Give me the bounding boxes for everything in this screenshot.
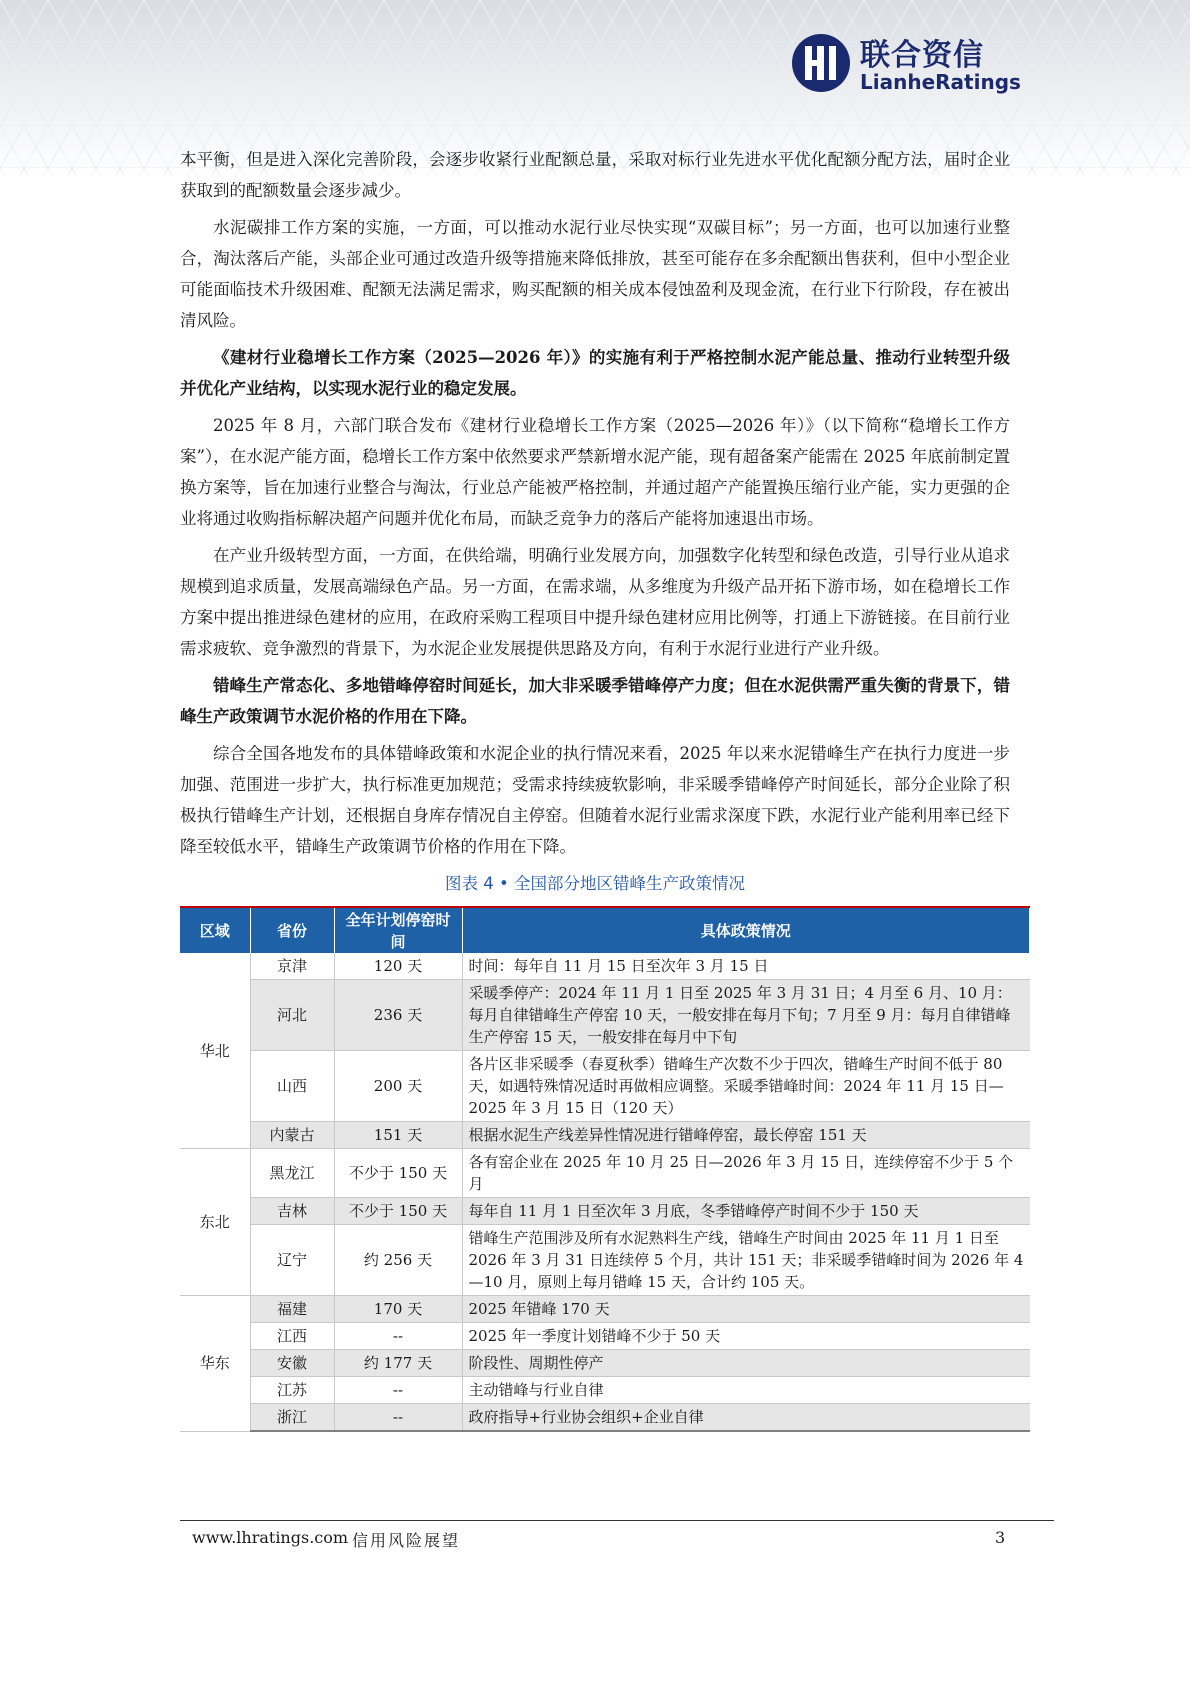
table-row [180,953,1030,980]
planned-days-cell: 约 177 天 [334,1350,462,1377]
lianhe-logo-icon [790,32,852,94]
bold-heading-paragraph: 《建材行业稳增长工作方案（2025—2026 年）》的实施有利于严格控制水泥产能总量、推动行业转型升级并优化产业结构，以实现水泥行业的稳定发展。 [180,348,1010,398]
region-cell: 华东 [180,1296,250,1432]
page-number: 3 [995,1528,1006,1547]
province-cell: 安徽 [250,1350,334,1377]
policy-detail-cell: 采暖季停产：2024 年 11 月 1 日至 2025 年 3 月 31 日；4 月至 6 月、10 月：每月自律错峰生产停窑 10 天，一般安排在每月下旬；7 月至 9 月：每月自律错峰生产停窑 15 天，一般安排在每月中下旬 [462,980,1030,1051]
province-cell: 河北 [250,980,334,1051]
bold-heading-paragraph: 错峰生产常态化、多地错峰停窑时间延长，加大非采暖季错峰停产力度；但在水泥供需严重失衡的背景下，错峰生产政策调节水泥价格的作用在下降。 [180,676,1010,726]
header-region: 区域 [180,907,250,953]
planned-days-cell: -- [334,1377,462,1404]
province-cell: 京津 [250,953,334,980]
planned-days-cell: 200 天 [334,1051,462,1122]
province-cell: 吉林 [250,1198,334,1225]
header-planned-days: 全年计划停窑时间 [334,907,462,953]
header-province: 省份 [250,907,334,953]
logo-english-name: LianheRatings [860,70,1021,94]
policy-detail-cell: 错峰生产范围涉及所有水泥熟料生产线，错峰生产时间由 2025 年 11 月 1 日至 2026 年 3 月 31 日连续停 5 个月，共计 151 天；非采暖季错峰时间为 2026 年 4—10 月，原则上每月错峰 15 天，合计约 105 天。 [462,1225,1030,1296]
paragraph: 综合全国各地发布的具体错峰政策和水泥企业的执行情况来看，2025 年以来水泥错峰生产在执行力度进一步加强、范围进一步扩大，执行标准更加规范；受需求持续疲软影响，非采暖季错峰停产时间延长，部分企业除了积极执行错峰生产计划，还根据自身库存情况自主停窑。但随着水泥行业需求深度下跌，水泥行业产能利用率已经下降至较低水平，错峰生产政策调节价格的作用在下降。 [180,744,1010,856]
planned-days-cell: 120 天 [334,953,462,980]
planned-days-cell: 170 天 [334,1296,462,1323]
planned-days-cell: 不少于 150 天 [334,1198,462,1225]
province-cell: 江西 [250,1323,334,1350]
table-header-row [180,907,1030,953]
province-cell: 山西 [250,1051,334,1122]
planned-days-cell: 151 天 [334,1122,462,1149]
table-row [180,1051,1030,1122]
peak-shifting-policy-table [180,906,1030,1432]
province-cell: 辽宁 [250,1225,334,1296]
province-cell: 黑龙江 [250,1149,334,1198]
planned-days-cell: -- [334,1404,462,1432]
planned-days-cell: -- [334,1323,462,1350]
logo-chinese-name: 联合资信 [860,38,984,73]
policy-detail-cell: 阶段性、周期性停产 [462,1350,1030,1377]
policy-detail-cell: 根据水泥生产线差异性情况进行错峰停窑，最长停窑 151 天 [462,1122,1030,1149]
footer-divider [180,1520,1054,1521]
paragraph: 2025 年 8 月，六部门联合发布《建材行业稳增长工作方案（2025—2026 年）》（以下简称“稳增长工作方案”），在水泥产能方面，稳增长工作方案中依然要求严禁新增水泥产能，现有超备案产能需在 2025 年底前制定置换方案等，旨在加速行业整合与淘汰，行业总产能被严格控制，并通过超产产能置换压缩行业产能，实力更强的企业将通过收购指标解决超产问题并优化布局，而缺乏竞争力的落后产能将加速退出市场。 [180,416,1010,528]
policy-detail-cell: 主动错峰与行业自律 [462,1377,1030,1404]
region-cell: 华北 [180,953,250,1149]
province-cell: 江苏 [250,1377,334,1404]
table-row [180,1323,1030,1350]
table-row [180,1149,1030,1198]
table-row [180,1350,1030,1377]
policy-detail-cell: 各有窑企业在 2025 年 10 月 25 日—2026 年 3 月 15 日，连续停窑不少于 5 个月 [462,1149,1030,1198]
logo [790,30,1020,100]
paragraph: 水泥碳排工作方案的实施，一方面，可以推动水泥行业尽快实现“双碳目标”；另一方面，也可以加速行业整合，淘汰落后产能，头部企业可通过改造升级等措施来降低排放，甚至可能存在多余配额出售获利，但中小型企业可能面临技术升级困难、配额无法满足需求，购买配额的相关成本侵蚀盈利及现金流，在行业下行阶段，存在被出清风险。 [180,218,1010,330]
province-cell: 内蒙古 [250,1122,334,1149]
policy-detail-cell: 2025 年一季度计划错峰不少于 50 天 [462,1323,1030,1350]
paragraph: 本平衡，但是进入深化完善阶段，会逐步收紧行业配额总量，采取对标行业先进水平优化配额分配方法，届时企业获取到的配额数量会逐步减少。 [180,150,1010,200]
table-row [180,980,1030,1051]
table-row [180,1122,1030,1149]
page-body [180,144,1024,1432]
footer-publication-name: 信用风险展望 [352,1531,461,1550]
policy-detail-cell: 2025 年错峰 170 天 [462,1296,1030,1323]
province-cell: 浙江 [250,1404,334,1432]
planned-days-cell: 236 天 [334,980,462,1051]
region-cell: 东北 [180,1149,250,1296]
policy-detail-cell: 每年自 11 月 1 日至次年 3 月底，冬季错峰停产时间不少于 150 天 [462,1198,1030,1225]
table-row [180,1225,1030,1296]
policy-detail-cell: 各片区非采暖季（春夏秋季）错峰生产次数不少于四次，错峰生产时间不低于 80 天，如遇特殊情况适时再做相应调整。采暖季错峰时间：2024 年 11 月 15 日—2025 年 3 月 15 日（120 天） [462,1051,1030,1122]
policy-detail-cell: 时间：每年自 11 月 15 日至次年 3 月 15 日 [462,953,1030,980]
policy-detail-cell: 政府指导+行业协会组织+企业自律 [462,1404,1030,1432]
paragraph: 在产业升级转型方面，一方面，在供给端，明确行业发展方向，加强数字化转型和绿色改造，引导行业从追求规模到追求质量，发展高端绿色产品。另一方面，在需求端，从多维度为升级产品开拓下游市场，如在稳增长工作方案中提出推进绿色建材的应用，在政府采购工程项目中提升绿色建材应用比例等，打通上下游链接。在目前行业需求疲软、竞争激烈的背景下，为水泥企业发展提供思路及方向，有利于水泥行业进行产业升级。 [180,546,1010,658]
province-cell: 福建 [250,1296,334,1323]
footer-website: www.lhratings.com [192,1528,349,1547]
table-row [180,1377,1030,1404]
planned-days-cell: 不少于 150 天 [334,1149,462,1198]
header-policy-detail: 具体政策情况 [462,907,1030,953]
table-row [180,1404,1030,1432]
figure-caption: 图表 4 • 全国部分地区错峰生产政策情况 [445,874,745,893]
table-row [180,1198,1030,1225]
table-row [180,1296,1030,1323]
planned-days-cell: 约 256 天 [334,1225,462,1296]
